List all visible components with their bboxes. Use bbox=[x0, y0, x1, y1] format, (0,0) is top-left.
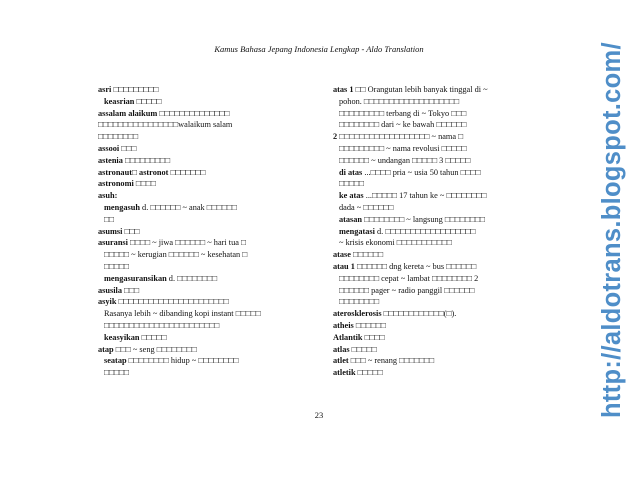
entry-definition: □□□□□□□□ ~ langsung □□□□□□□□ bbox=[362, 214, 485, 224]
entry-definition: d. □□□□□□□□ bbox=[166, 273, 218, 283]
entry-headword: astronaut□ astronot bbox=[98, 167, 169, 177]
entry-definition: □□□□□□□ bbox=[168, 167, 206, 177]
dictionary-entry-line bbox=[333, 237, 555, 249]
entry-definition: □□□□□□□□□□□□(□). bbox=[381, 309, 457, 319]
dictionary-entry-line bbox=[333, 344, 555, 356]
dictionary-entry-line bbox=[333, 226, 555, 238]
entry-definition: □□□□□□□□□□□□□□□□□□□□□□ bbox=[116, 297, 229, 307]
dictionary-entry-line bbox=[333, 131, 555, 143]
entry-headword: atau 1 bbox=[333, 261, 355, 271]
entry-definition: □□□□□□□□□□□□□□ bbox=[157, 108, 230, 118]
dictionary-entry-line bbox=[98, 355, 320, 367]
dictionary-entry-line bbox=[98, 202, 320, 214]
entry-headword: astronomi bbox=[98, 179, 134, 189]
entry-headword: keasrian bbox=[104, 96, 135, 106]
entry-definition: d. □□□□□□□□□□□□□□□□□□ bbox=[374, 226, 476, 236]
entry-definition: □□□□□ bbox=[349, 344, 377, 354]
entry-headword: asuransi bbox=[98, 238, 128, 248]
entry-definition: □□□□□□ ~ undangan □□□□□ 3 □□□□□ bbox=[339, 155, 471, 165]
entry-definition: □□□□□□□□ bbox=[339, 297, 380, 307]
entry-definition: ~ krisis ekonomi □□□□□□□□□□□ bbox=[339, 238, 452, 248]
dictionary-entry-line bbox=[98, 237, 320, 249]
dictionary-entry-line bbox=[333, 143, 555, 155]
entry-definition: □□□□ bbox=[133, 179, 156, 189]
entry-definition: □□□□□□ dng kereta ~ bus □□□□□□ bbox=[354, 261, 477, 271]
entry-definition: □□□□□ ~ kerugian □□□□□□ ~ kesehatan □ bbox=[104, 250, 248, 260]
dictionary-entry-line bbox=[333, 367, 555, 379]
dictionary-entry-line bbox=[333, 332, 555, 344]
dictionary-entry-line bbox=[98, 344, 320, 356]
dictionary-entry-line bbox=[98, 167, 320, 179]
entry-definition: □□□□□□ bbox=[353, 320, 386, 330]
dictionary-entry-line bbox=[98, 367, 320, 379]
entry-definition: ...□□□□□ 17 tahun ke ~ □□□□□□□□ bbox=[363, 191, 487, 201]
entry-definition: dada ~ □□□□□□ bbox=[339, 202, 394, 212]
entry-headword: asyik bbox=[98, 297, 117, 307]
dictionary-entry-line bbox=[333, 285, 555, 297]
entry-headword: atase bbox=[333, 250, 351, 260]
entry-headword: atasan bbox=[339, 214, 363, 224]
entry-headword: mengasuransikan bbox=[104, 273, 167, 283]
entry-headword: mengasuh bbox=[104, 202, 140, 212]
dictionary-entry-line bbox=[333, 320, 555, 332]
left-column bbox=[98, 84, 320, 379]
dictionary-entry-line bbox=[98, 96, 320, 108]
entry-headword: keasyikan bbox=[104, 332, 140, 342]
entry-definition: □□□□□□□□□ bbox=[122, 155, 171, 165]
entry-headword: asumsi bbox=[98, 226, 123, 236]
dictionary-entry-line bbox=[98, 261, 320, 273]
dictionary-entry-line bbox=[333, 108, 555, 120]
dictionary-entry-line bbox=[333, 355, 555, 367]
dictionary-entry-line bbox=[98, 285, 320, 297]
entry-definition: □□□□□ bbox=[104, 261, 130, 271]
entry-headword: 2 bbox=[333, 132, 338, 142]
entry-definition: □□□□□□□□□ bbox=[111, 85, 159, 94]
entry-headword: seatap bbox=[104, 356, 127, 366]
dictionary-entry-line bbox=[98, 320, 320, 332]
entry-definition: □□ Orangutan lebih banyak tinggal di ~ bbox=[353, 85, 488, 94]
entry-definition: ...□□□□ pria ~ usia 50 tahun □□□□ bbox=[362, 167, 481, 177]
entry-definition: □□□□□□□□□ ~ nama revolusi □□□□□ bbox=[339, 143, 467, 153]
entry-definition: □□□□□□□□ cepat ~ lambat □□□□□□□□ 2 bbox=[339, 273, 479, 283]
entry-headword: atas 1 bbox=[333, 85, 354, 94]
dictionary-entry-line bbox=[98, 226, 320, 238]
entry-definition: □□□□□ bbox=[355, 368, 383, 378]
entry-headword: asusila bbox=[98, 285, 122, 295]
entry-definition: □□□□□□ pager ~ radio panggil □□□□□□ bbox=[339, 285, 475, 295]
entry-definition: □□□ ~ renang □□□□□□□ bbox=[348, 356, 435, 366]
entry-definition: □□□□□ bbox=[139, 332, 167, 342]
entry-definition: □□□□□□□□□ terbang di ~ Tokyo □□□ bbox=[339, 108, 467, 118]
entry-definition: □□□□□ bbox=[339, 179, 365, 189]
entry-headword: assalam alaikum bbox=[98, 108, 158, 118]
dictionary-entry-line bbox=[333, 155, 555, 167]
dictionary-entry-line bbox=[333, 84, 555, 96]
dictionary-entry-line bbox=[333, 96, 555, 108]
entry-definition: □□□□□□□□□□□□□□□□□□ ~ nama □ bbox=[337, 132, 464, 142]
entry-headword: mengatasi bbox=[339, 226, 375, 236]
dictionary-entry-line bbox=[98, 119, 320, 131]
dictionary-entry-line bbox=[98, 155, 320, 167]
dictionary-entry-line bbox=[333, 178, 555, 190]
entry-definition: □□□□□□□□ bbox=[98, 132, 139, 142]
entry-headword: astenia bbox=[98, 155, 123, 165]
entry-headword: Atlantik bbox=[333, 332, 363, 342]
entry-headword: asuh: bbox=[98, 191, 118, 201]
page-header: Kamus Bahasa Jepang Indonesia Lengkap - Aldo Translation bbox=[214, 44, 424, 54]
entry-headword: assooi bbox=[98, 143, 120, 153]
entry-headword: atheis bbox=[333, 320, 354, 330]
page-number: 23 bbox=[314, 410, 324, 420]
dictionary-entry-line bbox=[333, 308, 555, 320]
right-column bbox=[333, 84, 555, 379]
dictionary-entry-line bbox=[333, 190, 555, 202]
entry-headword: aterosklerosis bbox=[333, 309, 382, 319]
entry-headword: di atas bbox=[339, 167, 363, 177]
entry-definition: □□□□□□□□□□□□□□□□□□□□□□□ bbox=[104, 320, 220, 330]
dictionary-entry-line bbox=[333, 296, 555, 308]
dictionary-entry-line bbox=[98, 249, 320, 261]
dictionary-entry-line bbox=[98, 84, 320, 96]
dictionary-entry-line bbox=[333, 202, 555, 214]
entry-headword: atap bbox=[98, 344, 114, 354]
dictionary-entry-line bbox=[333, 167, 555, 179]
entry-definition: □□□ bbox=[122, 226, 140, 236]
entry-definition: □□□□□ bbox=[134, 96, 162, 106]
entry-headword: ke atas bbox=[339, 191, 364, 201]
dictionary-entry-line bbox=[98, 131, 320, 143]
dictionary-entry-line bbox=[333, 261, 555, 273]
entry-headword: atletik bbox=[333, 368, 356, 378]
dictionary-entry-line bbox=[333, 119, 555, 131]
entry-definition: □□□□□□□□ hidup ~ □□□□□□□□ bbox=[126, 356, 239, 366]
dictionary-entry-line bbox=[333, 214, 555, 226]
entry-definition: □□□ ~ seng □□□□□□□□ bbox=[113, 344, 197, 354]
entry-headword: atlas bbox=[333, 344, 350, 354]
entry-definition: d. □□□□□□ ~ anak □□□□□□ bbox=[139, 202, 237, 212]
entry-definition: □□□□ ~ jiwa □□□□□□ ~ hari tua □ bbox=[127, 238, 247, 248]
entry-definition: Rasanya lebih ~ dibanding kopi instant □□□□□ bbox=[104, 309, 261, 319]
dictionary-entry-line bbox=[98, 332, 320, 344]
dictionary-entry-line bbox=[98, 143, 320, 155]
dictionary-entry-line bbox=[98, 108, 320, 120]
entry-headword: atlet bbox=[333, 356, 349, 366]
dictionary-entry-line bbox=[98, 190, 320, 202]
entry-definition: pohon. □□□□□□□□□□□□□□□□□□□ bbox=[339, 96, 460, 106]
entry-definition: □□□□□ bbox=[104, 368, 130, 378]
dictionary-entry-line bbox=[98, 214, 320, 226]
dictionary-entry-line bbox=[333, 273, 555, 285]
dictionary-entry-line bbox=[333, 249, 555, 261]
dictionary-entry-line bbox=[98, 178, 320, 190]
dictionary-entry-line bbox=[98, 308, 320, 320]
entry-definition: □□□□□□□□ dari ~ ke bawah □□□□□□ bbox=[339, 120, 467, 130]
watermark-url: http://aldotrans.blogspot.com/ bbox=[598, 42, 626, 418]
dictionary-entry-line bbox=[98, 296, 320, 308]
entry-definition: □□□ bbox=[119, 143, 137, 153]
entry-headword: asri bbox=[98, 85, 112, 94]
entry-definition: □□□□□□ bbox=[350, 250, 384, 260]
entry-definition: □□□□ bbox=[362, 332, 385, 342]
entry-definition: □□ bbox=[104, 214, 115, 224]
entry-definition: □□□ bbox=[121, 285, 140, 295]
dictionary-entry-line bbox=[98, 273, 320, 285]
entry-definition: □□□□□□□□□□□□□□□□walaikum salam bbox=[98, 120, 233, 130]
